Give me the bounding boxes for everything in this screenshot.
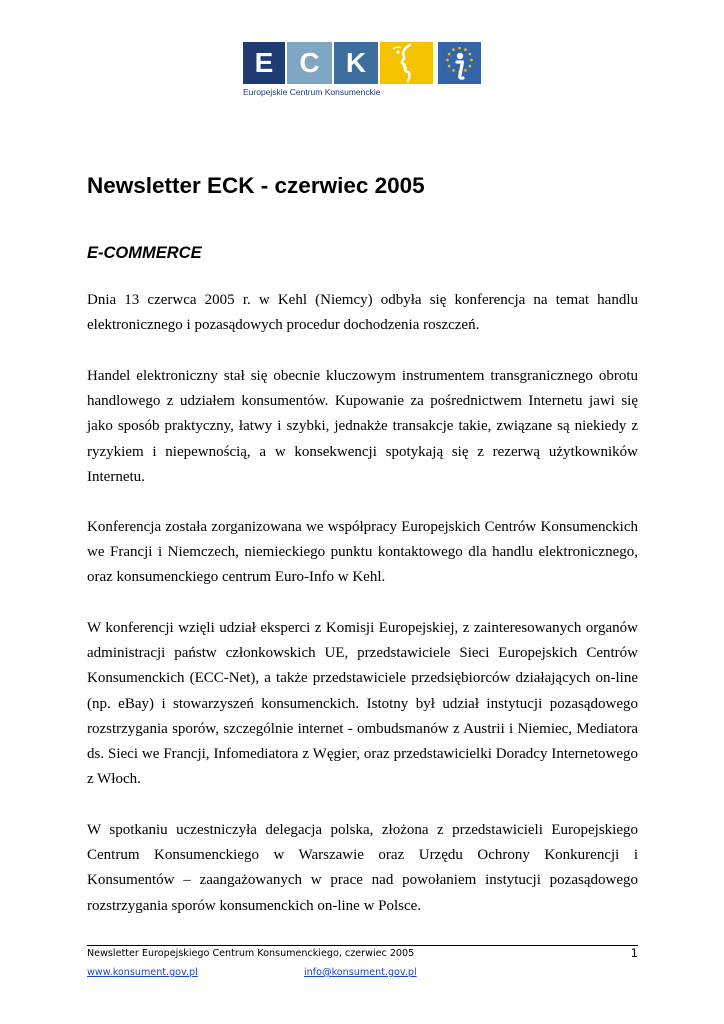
logo-caption: Europejskie Centrum Konsumenckie xyxy=(243,87,381,97)
eck-logo xyxy=(243,42,481,98)
paragraph-participants: W konferencji wzięli udział eksperci z Komisji Europejskiej, z zainteresowanych organów administracji państw członkowskich UE, przedstawiciele Sieci Europejskich Centrów Konsumenckich (ECC-Net), a także przedstawiciele przedsiębiorców działających on-line (np. eBay) i stowarzyszeń konsumenckich. Istotny był udział instytucji pozasądowego rozstrzygania sporów, szczególnie internet - ombudsmanów z Austrii i Niemiec, Mediatora ds. Sieci we Francji, Infomediatora z Węgier, oraz przedstawicielki Doradcy Internetowego z Włoch. xyxy=(87,620,638,788)
website-link[interactable]: www.konsument.gov.pl xyxy=(87,967,198,978)
footer-title: Newsletter Europejskiego Centrum Konsumenckiego, czerwiec 2005 xyxy=(87,948,415,959)
paragraph-organizers: Konferencja została zorganizowana we współpracy Europejskich Centrów Konsumenckich we Francji i Niemczech, niemieckiego punktu kontaktowego dla handlu elektronicznego, oraz konsumenckiego centrum Euro-Info w Kehl. xyxy=(87,519,638,586)
logo-tile-c xyxy=(287,42,332,84)
newsletter-title: Newsletter ECK - czerwiec 2005 xyxy=(87,173,425,198)
logo-tile-k xyxy=(334,42,378,84)
logo-tile-e xyxy=(243,42,285,84)
footer-divider xyxy=(87,945,638,946)
section-heading: E-COMMERCE xyxy=(87,244,202,262)
paragraph-polish-delegation: W spotkaniu uczestniczyła delegacja polska, złożona z przedstawicieli Europejskiego Centrum Konsumenckiego w Warszawie oraz Urzędu Ochrony Konkurencji i Konsumentów – zaangażowanych w prace nad powołaniem instytucji pozasądowego rozstrzygania sporów konsumenckich on-line w Polsce. xyxy=(87,822,638,914)
paragraph-e-commerce: Handel elektroniczny stał się obecnie kluczowym instrumentem transgranicznego obrotu handlowego z udziałem konsumentów. Kupowanie za pośrednictwem Internetu jawi się jako sposób praktyczny, łatwy i szybki, jednakże transakcje takie, związane są niekiedy z ryzykiem i niepewnością, a w konsekwencji spotykają się z rezerwą użytkowników Internetu. xyxy=(87,368,638,485)
paragraph-conference-intro: Dnia 13 czerwca 2005 r. w Kehl (Niemcy) odbyła się konferencja na temat handlu elektronicznego i pozasądowych procedur dochodzenia roszczeń. xyxy=(87,292,638,334)
eu-info-icon xyxy=(438,42,481,84)
logo-letter-e: E xyxy=(254,47,274,78)
logo-face-icon xyxy=(380,42,433,84)
logo-letter-k: K xyxy=(345,47,367,78)
logo-letter-c: C xyxy=(299,47,320,78)
page-number: 1 xyxy=(630,946,638,960)
email-link[interactable]: info@konsument.gov.pl xyxy=(304,967,417,978)
